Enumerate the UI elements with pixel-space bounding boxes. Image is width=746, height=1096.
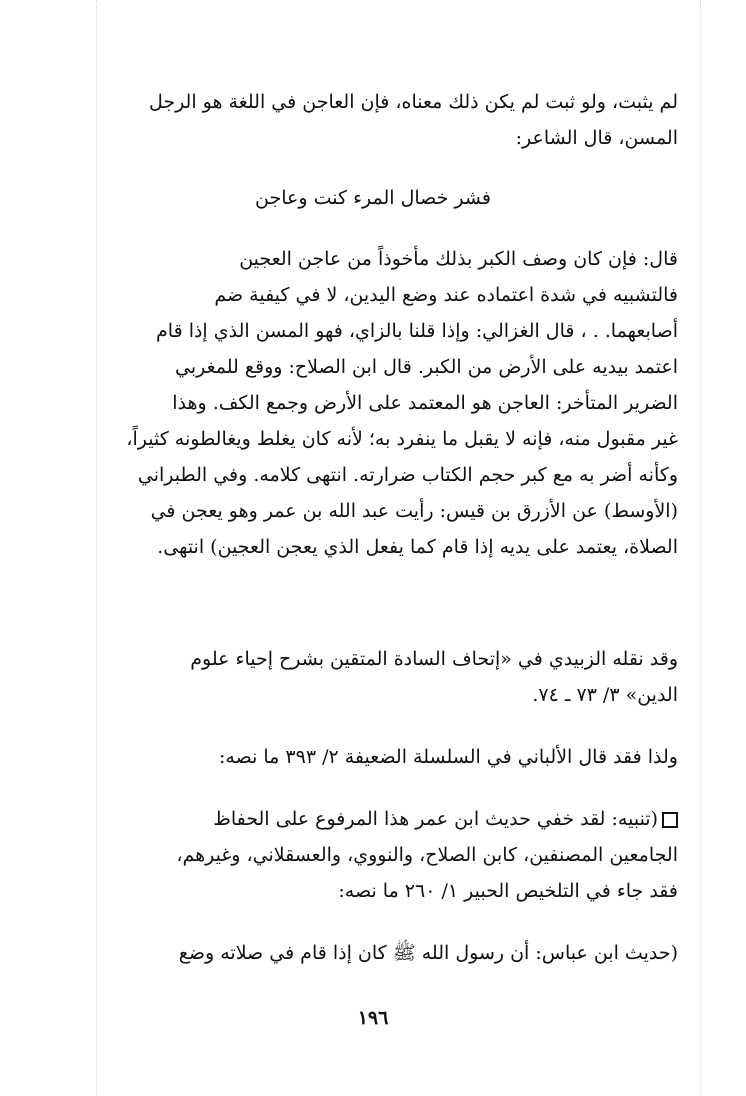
paragraph-albani xyxy=(68,739,678,775)
text-line: الدين» ٣/ ٧٣ ـ ٧٤. xyxy=(532,684,678,706)
text-line: ولذا فقد قال الألباني في السلسلة الضعيفة ٢/ ٣٩٣ ما نصه: xyxy=(219,746,678,768)
square-bullet-icon xyxy=(662,812,678,828)
poetry-verse: فشر خصال المرء كنت وعاجن xyxy=(255,187,491,209)
paragraph-quote xyxy=(68,241,678,565)
text-line: فقد جاء في التلخيص الحبير ١/ ٢٦٠ ما نصه: xyxy=(338,880,678,902)
paragraph-hadith xyxy=(68,935,678,971)
text-line: وكأنه أضر به مع كبر حجم الكتاب ضرارته. انتهى كلامه. وفي الطبراني xyxy=(137,464,678,486)
page-margin-guide xyxy=(700,0,701,1096)
text-line-content: (تنبيه: لقد خفي حديث ابن عمر هذا المرفوع على الحفاظ xyxy=(213,808,658,830)
text-line: قال: فإن كان وصف الكبر بذلك مأخوذاً من عاجن العجين xyxy=(239,248,678,270)
text-line: المسن، قال الشاعر: xyxy=(515,127,678,149)
text-line: فالتشبيه في شدة اعتماده عند وضع اليدين، لا في كيفية ضم xyxy=(214,284,678,306)
text-line: الضرير المتأخر: العاجن هو المعتمد على الأرض وجمع الكف. وهذا xyxy=(172,392,678,414)
text-line: وقد نقله الزبيدي في «إتحاف السادة المتقين بشرح إحياء علوم xyxy=(190,648,678,670)
text-line: الصلاة، يعتمد على يديه إذا قام كما يفعل الذي يعجن العجين) انتهى. xyxy=(157,536,678,558)
text-line: أصابعهما. . ، قال الغزالي: وإذا قلنا بالزاي، فهو المسن الذي إذا قام xyxy=(156,320,678,342)
paragraph-zabidi xyxy=(68,641,678,713)
text-line: غير مقبول منه، فإنه لا يقبل ما ينفرد به؛ لأنه كان يغلط ويغالطونه كثيراً، xyxy=(126,428,678,450)
text-line: (حديث ابن عباس: أن رسول الله ﷺ كان إذا قام في صلاته وضع xyxy=(178,942,678,964)
text-line: (الأوسط) عن الأزرق بن قيس: رأيت عبد الله بن عمر وهو يعجن في xyxy=(150,500,678,522)
text-line xyxy=(68,801,678,837)
page-number: ١٩٦ xyxy=(357,1007,389,1029)
paragraph-1 xyxy=(68,84,678,156)
text-line: الجامعين المصنفين، كابن الصلاح، والنووي، والعسقلاني، وغيرهم، xyxy=(176,844,678,866)
text-line: اعتمد بيديه على الأرض من الكبر. قال ابن الصلاح: ووقع للمغربي xyxy=(175,356,678,378)
text-line: لم يثبت، ولو ثبت لم يكن ذلك معناه، فإن العاجن في اللغة هو الرجل xyxy=(148,91,678,113)
paragraph-tanbih xyxy=(68,801,678,909)
